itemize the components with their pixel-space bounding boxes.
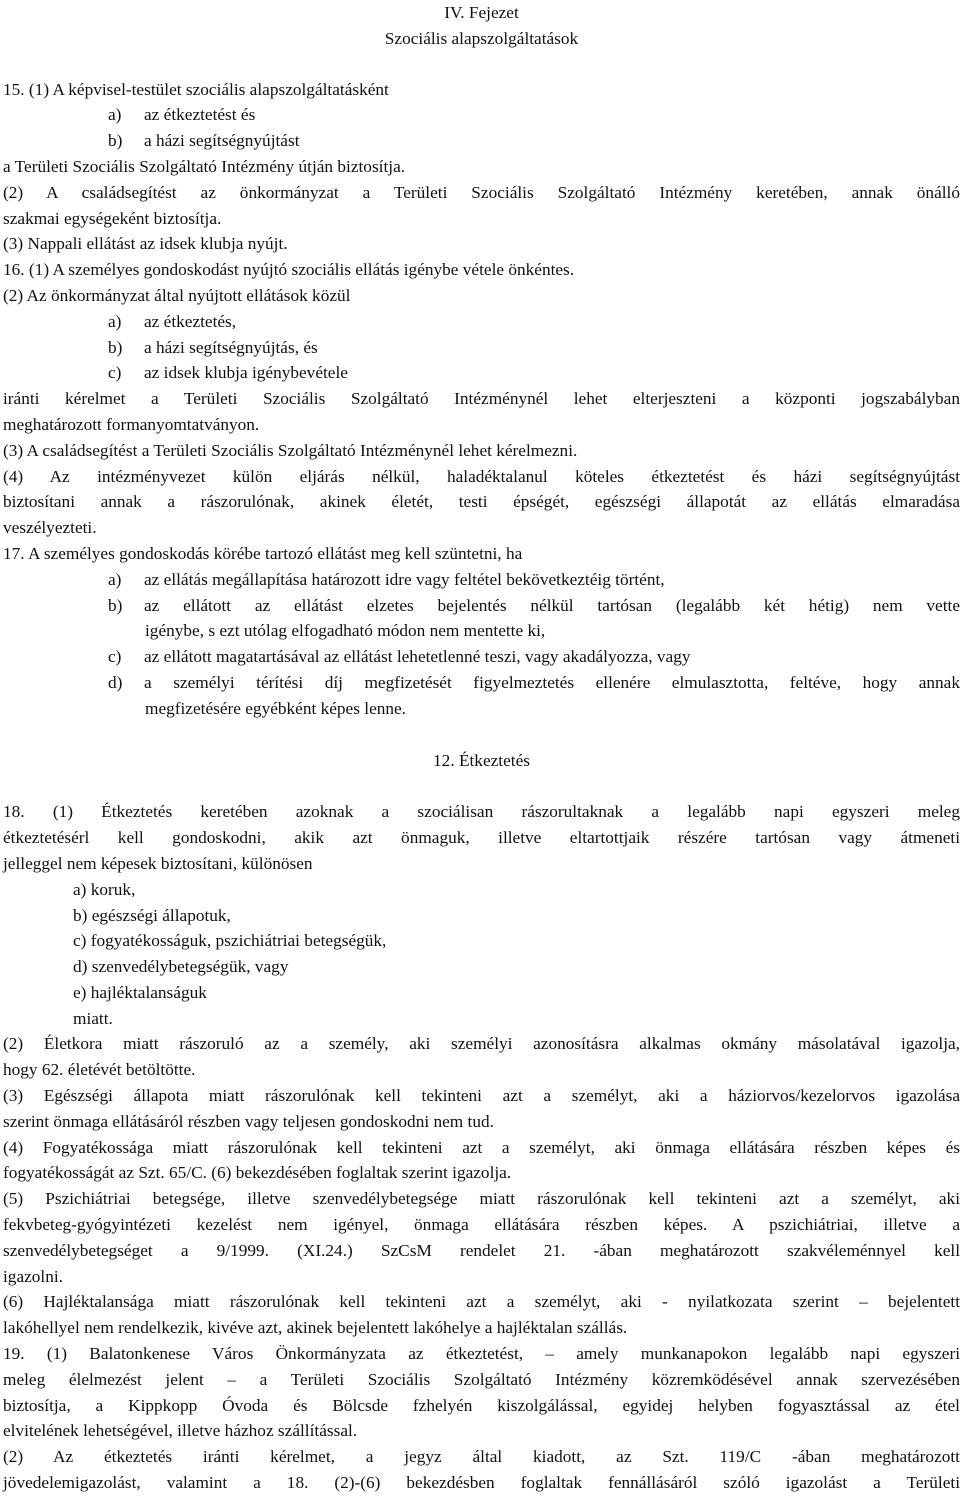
list-item-label: d) — [108, 672, 123, 692]
spacer — [3, 773, 960, 799]
list-item — [3, 309, 960, 335]
list-item-text: az étkeztetés, — [144, 311, 237, 331]
paragraph-line: jelleggel nem képesek biztosítani, különösen — [3, 853, 313, 873]
spacer — [3, 52, 960, 77]
list-item-label: a) — [108, 311, 122, 331]
list-item-label: c) — [108, 647, 122, 667]
list-item — [3, 644, 960, 670]
paragraph-line: (4) Fogyatékossága miatt rászorulónak kell tekinteni azt a személyt, aki önmaga ellátására részben képes és — [3, 1137, 960, 1157]
list-item-label: b) — [108, 337, 123, 357]
paragraph-line: étkeztetésérl kell gondoskodni, akik azt önmaguk, illetve eltartottjaik részére tartósan vagy átmeneti — [3, 828, 960, 848]
list-item-text: az idsek klubja igénybevétele — [144, 363, 348, 383]
chapter-number: IV. Fejezet — [444, 3, 519, 22]
paragraph-line: (3) Nappali ellátást az idsek klubja nyújt. — [3, 234, 288, 254]
paragraph-line: 19. (1) Balatonkenese Város Önkormányzata az étkeztetést, – amely munkanapokon legalább napi egyszeri — [3, 1344, 960, 1364]
list-item-label: b) — [108, 131, 123, 151]
paragraph-line: lakóhellyel nem rendelkezik, kivéve azt, akinek bejelentett lakóhelye a hajléktalan szállás. — [3, 1318, 628, 1338]
paragraph-line: (2) Az étkeztetés iránti kérelmet, a jegyz által kiadott, az Szt. 119/C -ában meghatározott — [3, 1447, 960, 1467]
list-item — [3, 128, 960, 154]
paragraph-line: (6) Hajléktalansága miatt rászorulónak kell tekinteni azt a személyt, aki - nyilatkozata szerint – bejelentett — [3, 1292, 960, 1312]
paragraph-line: iránti kérelmet a Területi Szociális Szolgáltató Intézménynél lehet elterjeszteni a központi jogszabályban — [3, 389, 960, 409]
paragraph-line: meleg élelmezést jelent – a Területi Szociális Szolgáltató Intézmény közremködésével annak szervezésében — [3, 1369, 960, 1389]
section-heading: 12. Étkeztetés — [433, 750, 530, 770]
list-item-text: az étkeztetést és — [144, 105, 256, 125]
list-item-label: a) — [108, 569, 122, 589]
list-item — [3, 593, 960, 619]
paragraph-line: (2) A családsegítést az önkormányzat a Területi Szociális Szolgáltató Intézmény keretében, annak önálló — [3, 182, 960, 202]
paragraph-line: fekvbeteg-gyógyintézeti kezelést nem igényel, önmaga ellátására részben képes. A pszichiátriai, illetve a — [3, 1215, 960, 1235]
list-item — [3, 102, 960, 128]
list-item-label: a) — [108, 105, 122, 125]
list-item-text: az ellátott az ellátást elzetes bejelentés nélkül tartósan (legalább két hétig) nem vette — [144, 595, 960, 615]
paragraph-line: (5) Pszichiátriai betegsége, illetve szenvedélybetegsége miatt rászorulónak kell tekinteni azt a személyt, aki — [3, 1189, 960, 1209]
list-item: d) szenvedélybetegségük, vagy — [73, 957, 289, 977]
spacer — [3, 722, 960, 748]
chapter-title: Szociális alapszolgáltatások — [384, 28, 579, 48]
paragraph-line: szenvedélybetegséget a 9/1999. (XI.24.) SzCsM rendelet 21. -ában meghatározott szakvéleménnyel kell — [3, 1240, 960, 1260]
paragraph-line: (3) A családsegítést a Területi Szociális Szolgáltató Intézménynél lehet kérelmezni. — [3, 440, 578, 460]
list-item — [3, 567, 960, 593]
list-item: e) hajléktalanságuk — [73, 982, 207, 1002]
paragraph-line: szakmai egységeként biztosítja. — [3, 208, 222, 228]
paragraph-line: (3) Egészségi állapota miatt rászorulónak kell tekinteni azt a személyt, aki a háziorvos/kezelorvos igazolása — [3, 1086, 960, 1106]
paragraph-line: biztosítani annak a rászorulónak, akinek életét, testi épségét, egészségi állapotát az ellátás elmaradása — [3, 492, 960, 512]
list-item-label: b) — [108, 595, 123, 615]
list-item-text: a személyi térítési díj megfizetését figyelmeztetés ellenére elmulasztotta, feltéve, hogy annak — [144, 672, 960, 692]
paragraph-line: 15. (1) A képvisel-testület szociális alapszolgáltatásként — [3, 79, 389, 99]
list-item: c) fogyatékosságuk, pszichiátriai betegségük, — [73, 931, 387, 951]
paragraph-line: szerint önmaga ellátásáról részben vagy teljesen gondoskodni nem tud. — [3, 1111, 494, 1131]
list-item-text: az ellátás megállapítása határozott idre vagy feltétel bekövetkeztéig történt, — [144, 569, 665, 589]
paragraph-line: a Területi Szociális Szolgáltató Intézmény útján biztosítja. — [3, 156, 406, 176]
list-item — [3, 335, 960, 361]
list-item: b) egészségi állapotuk, — [73, 905, 231, 925]
paragraph-line: igazolni. — [3, 1266, 63, 1286]
paragraph-line: hogy 62. életévét betöltötte. — [3, 1060, 196, 1080]
paragraph-line: 16. (1) A személyes gondoskodást nyújtó szociális ellátás igénybe vétele önkéntes. — [3, 260, 575, 280]
list-item — [3, 360, 960, 386]
paragraph-line: biztosítja, a Kippkopp Óvoda és Bölcsde fzhelyén kiszolgálással, egyidej helyben fogyasztással az étel — [3, 1395, 960, 1415]
paragraph-line: 17. A személyes gondoskodás körébe tartozó ellátást meg kell szüntetni, ha — [3, 543, 523, 563]
list-item-text: a házi segítségnyújtást — [144, 131, 300, 151]
paragraph-line: 18. (1) Étkeztetés keretében azoknak a szociálisan rászorultaknak a legalább napi egyszeri meleg — [3, 802, 960, 822]
paragraph-line: veszélyezteti. — [3, 518, 97, 538]
paragraph-line: jövedelemigazolást, valamint a 18. (2)-(6) bekezdésben foglaltak fennállásáról szóló igazolást a Területi — [3, 1473, 960, 1493]
paragraph-line: fogyatékosságát az Szt. 65/C. (6) bekezdésében foglaltak szerint igazolja. — [3, 1163, 512, 1183]
list-item-text: a házi segítségnyújtás, és — [144, 337, 318, 357]
paragraph-line: (4) Az intézményvezet külön eljárás nélkül, haladéktalanul köteles étkeztetést és házi segítségnyújtást — [3, 466, 960, 486]
list-item-continuation: megfizetésére egyébként képes lenne. — [145, 698, 407, 718]
paragraph-line: (2) Életkora miatt rászoruló az a személy, aki személyi azonosításra alkalmas okmány másolatával igazolja, — [3, 1034, 960, 1054]
paragraph-line: (2) Az önkormányzat által nyújtott ellátások közül — [3, 285, 351, 305]
list-item: a) koruk, — [73, 879, 136, 899]
paragraph-line: elvitelének lehetségével, illetve házhoz szállítással. — [3, 1421, 358, 1441]
paragraph-line: meghatározott formanyomtatványon. — [3, 414, 260, 434]
list-item-label: c) — [108, 363, 122, 383]
list-item-text: az ellátott magatartásával az ellátást lehetetlenné teszi, vagy akadályozza, vagy — [144, 647, 691, 667]
list-item — [3, 670, 960, 696]
list-item-continuation: igénybe, s ezt utólag elfogadható módon nem mentette ki, — [145, 621, 546, 641]
list-item: miatt. — [73, 1008, 113, 1028]
